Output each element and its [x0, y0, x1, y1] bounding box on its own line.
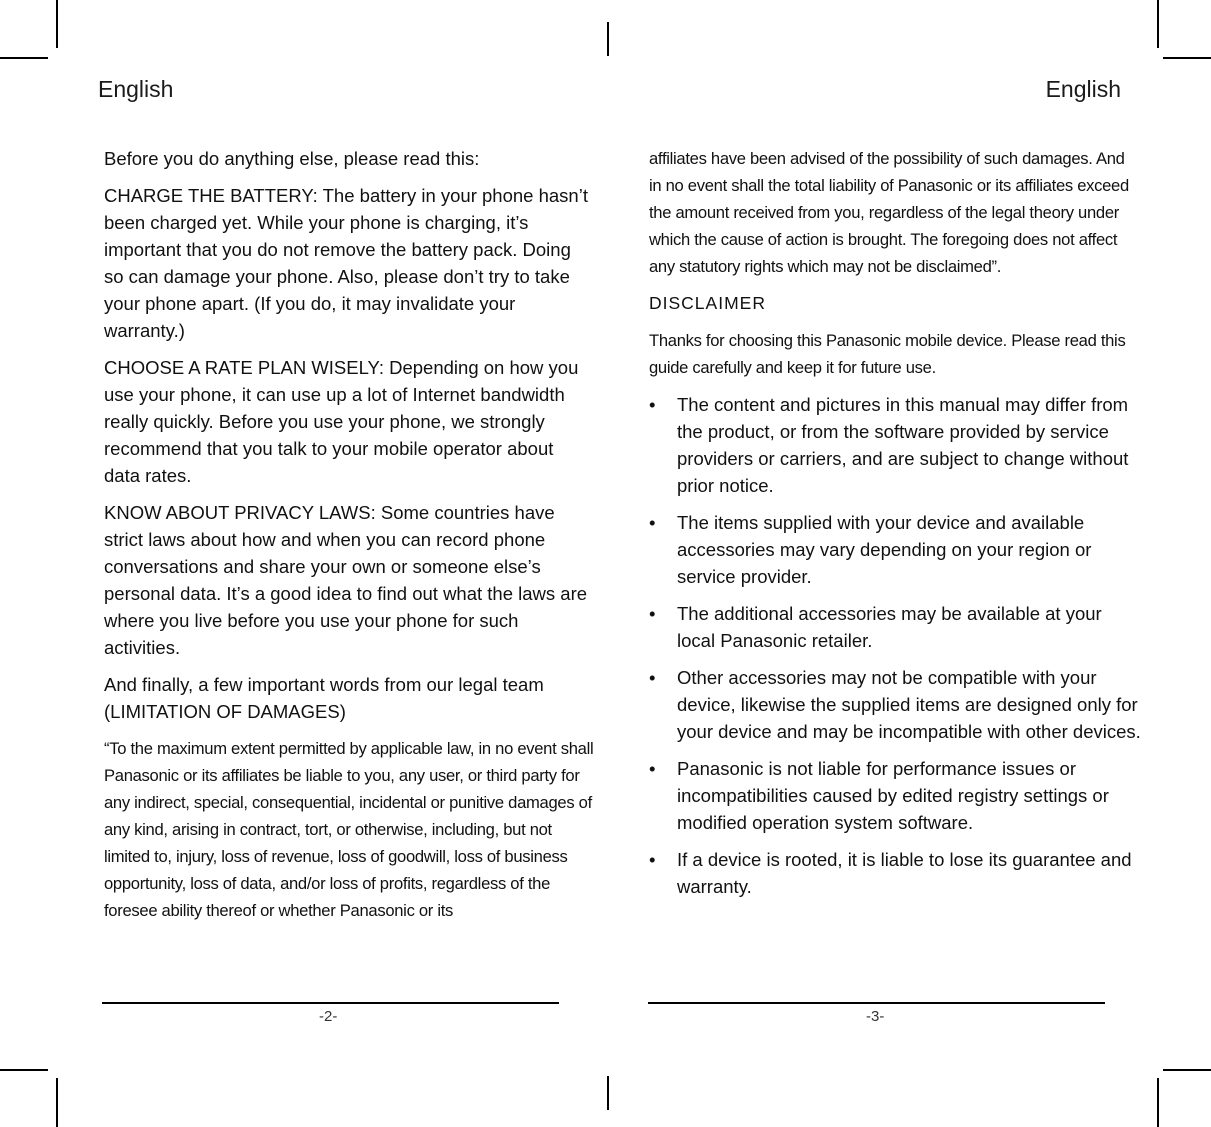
footer-divider-right: [648, 1002, 1105, 1004]
list-item-text: Other accessories may not be compatible with your device, likewise the supplied items are designed only for your device and may be incompatible with other devices.: [677, 667, 1141, 742]
list-item: [649, 391, 1141, 499]
charge-battery-paragraph: CHARGE THE BATTERY: The battery in your phone hasn’t been charged yet. While your phone is charging, it’s important that you do not remove the battery pack. Doing so can damage your phone. Also, please don’t try to take your phone apart. (If you do, it may invalidate your warranty.): [104, 185, 588, 341]
list-item-text: If a device is rooted, it is liable to lose its guarantee and warranty.: [677, 849, 1132, 897]
crop-mark: [1163, 1069, 1211, 1071]
rate-plan-paragraph: CHOOSE A RATE PLAN WISELY: Depending on how you use your phone, it can use up a lot of Internet bandwidth really quickly. Before you use your phone, we strongly recommend that you talk to your mobile operator about data rates.: [104, 357, 579, 486]
page-header-left: English: [98, 76, 174, 102]
left-page-body: [104, 145, 594, 934]
bullet-icon: •: [649, 512, 656, 533]
limitation-quote-continued: affiliates have been advised of the possibility of such damages. And in no event shall the total liability of Panasonic or its affiliates exceed the amount received from you, regardless of the legal theory under which the cause of action is brought. The foregoing does not affect any statutory rights which may not be disclaimed”.: [649, 149, 1129, 276]
disclaimer-title: DISCLAIMER: [649, 293, 766, 313]
crop-mark: [607, 1076, 609, 1110]
bullet-icon: •: [649, 603, 656, 624]
list-item-text: The additional accessories may be available at your local Panasonic retailer.: [677, 603, 1102, 651]
list-item: [649, 846, 1141, 900]
bullet-icon: •: [649, 849, 656, 870]
page-number-right: -3-: [866, 1008, 885, 1025]
footer-divider-left: [102, 1002, 559, 1004]
list-item-text: The content and pictures in this manual may differ from the product, or from the software provided by service providers or carriers, and are subject to change without prior notice.: [677, 394, 1129, 496]
list-item-text: The items supplied with your device and available accessories may vary depending on your region or service provider.: [677, 512, 1092, 587]
list-item-text: Panasonic is not liable for performance issues or incompatibilities caused by edited registry settings or modified operation system software.: [677, 758, 1109, 833]
privacy-laws-paragraph: KNOW ABOUT PRIVACY LAWS: Some countries have strict laws about how and when you can record phone conversations and share your own or someone else’s personal data. It’s a good idea to find out what the laws are where you live before you use your phone for such activities.: [104, 502, 588, 658]
list-item: [649, 600, 1141, 654]
crop-mark: [607, 22, 609, 56]
right-page-body: [649, 145, 1141, 910]
limitation-of-damages-quote: “To the maximum extent permitted by applicable law, in no event shall Panasonic or its affiliates be liable to you, any user, or third party for any indirect, special, consequential, incidental or punitive damages of any kind, arising in contract, tort, or otherwise, including, but not limited to, injury, loss of revenue, loss of goodwill, loss of business opportunity, loss of data, and/or loss of profits, regardless of the foresee ability thereof or whether Panasonic or its: [104, 739, 594, 920]
list-item: [649, 755, 1141, 836]
crop-mark: [0, 1069, 48, 1071]
page-number-left: -2-: [319, 1008, 338, 1025]
bullet-icon: •: [649, 394, 656, 415]
list-item: [649, 664, 1141, 745]
disclaimer-intro: Thanks for choosing this Panasonic mobile device. Please read this guide carefully and keep it for future use.: [649, 331, 1126, 377]
page-header-right: English: [1045, 76, 1121, 102]
crop-mark: [0, 57, 48, 59]
bullet-icon: •: [649, 667, 656, 688]
legal-intro-paragraph: And finally, a few important words from our legal team (LIMITATION OF DAMAGES): [104, 674, 544, 722]
crop-mark: [1157, 0, 1159, 48]
disclaimer-list: [649, 391, 1141, 900]
intro-paragraph: Before you do anything else, please read this:: [104, 148, 480, 169]
list-item: [649, 509, 1141, 590]
crop-mark: [1163, 57, 1211, 59]
crop-mark: [1157, 1078, 1159, 1127]
crop-mark: [56, 0, 58, 48]
crop-mark: [56, 1078, 58, 1127]
bullet-icon: •: [649, 758, 656, 779]
